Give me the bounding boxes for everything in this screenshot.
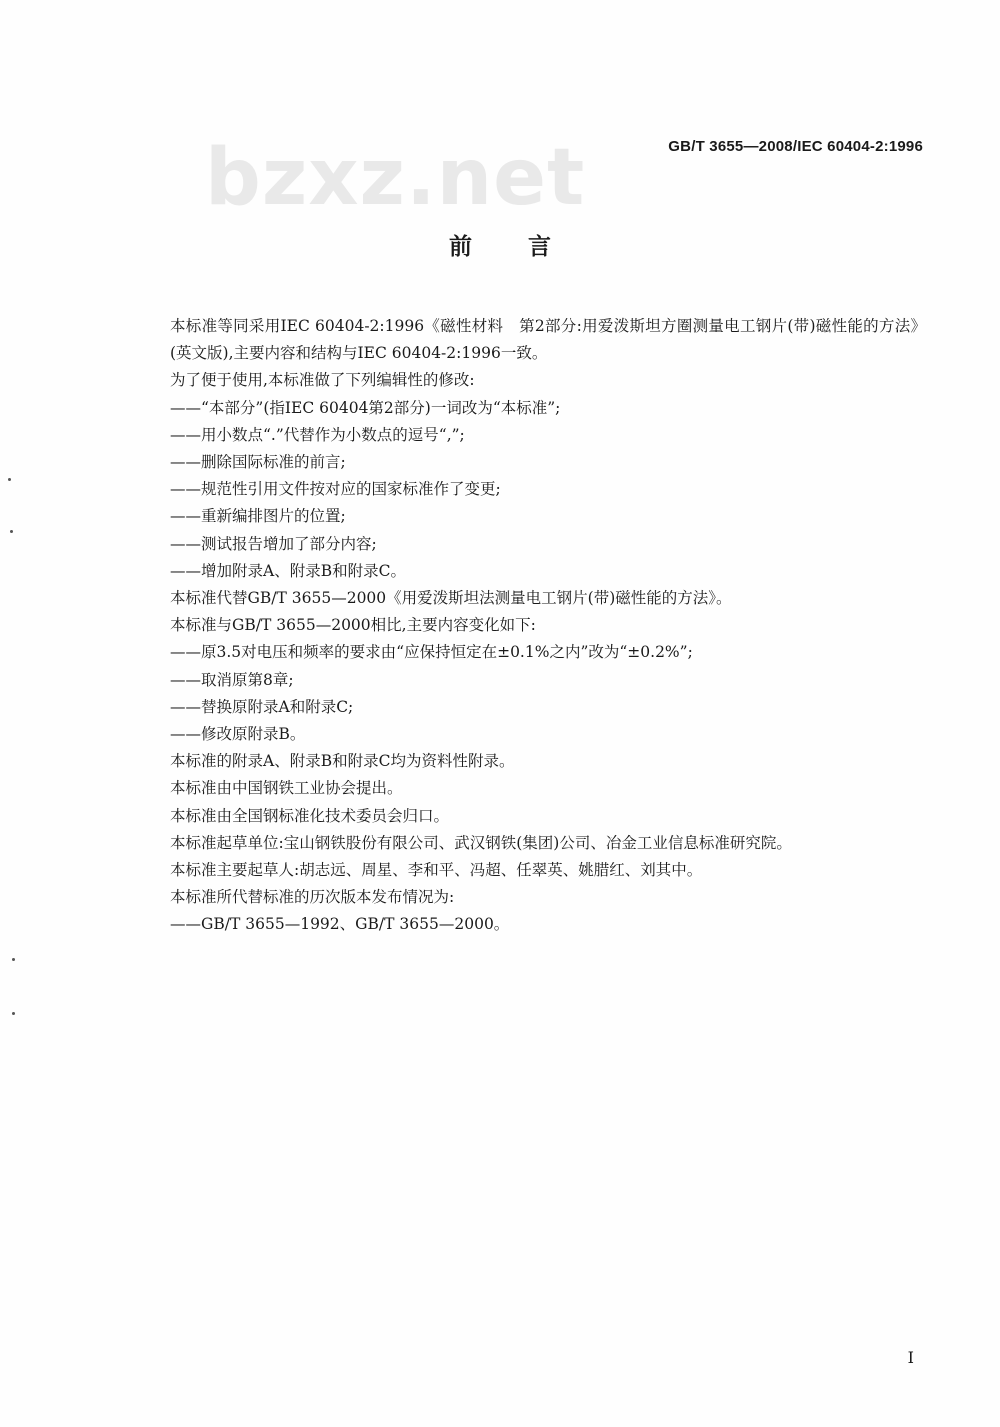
scan-artifact-dot <box>10 530 13 533</box>
list-item: ——修改原附录B。 <box>170 725 306 744</box>
paragraph: 本标准由全国钢标准化技术委员会归口。 <box>170 806 450 825</box>
list-item: ——原3.5对电压和频率的要求由“应保持恒定在±0.1%之内”改为“±0.2%”; <box>170 643 693 662</box>
paragraph: 本标准与GB/T 3655—2000相比,主要内容变化如下: <box>170 616 536 635</box>
paragraph: 本标准代替GB/T 3655—2000《用爱泼斯坦法测量电工钢片(带)磁性能的方法》。 <box>170 589 732 608</box>
paragraph: 本标准起草单位:宝山钢铁股份有限公司、武汉钢铁(集团)公司、冶金工业信息标准研究院。 <box>170 833 792 852</box>
scan-artifact-dot <box>12 958 15 961</box>
list-item: ——取消原第8章; <box>170 670 294 689</box>
list-item: ——增加附录A、附录B和附录C。 <box>170 561 406 580</box>
standard-code: GB/T 3655—2008/IEC 60404-2:1996 <box>668 138 923 155</box>
paragraph: 为了便于使用,本标准做了下列编辑性的修改: <box>170 371 475 390</box>
paragraph: 本标准所代替标准的历次版本发布情况为: <box>170 888 455 907</box>
scan-artifact-dot <box>12 1012 15 1015</box>
scan-artifact-dot <box>8 478 11 481</box>
list-item: ——删除国际标准的前言; <box>170 453 346 472</box>
list-item: ——用小数点“.”代替作为小数点的逗号“,”; <box>170 425 465 444</box>
list-item: ——GB/T 3655—1992、GB/T 3655—2000。 <box>170 915 510 934</box>
list-item: ——替换原附录A和附录C; <box>170 697 354 716</box>
list-item: ——测试报告增加了部分内容; <box>170 534 377 553</box>
paragraph: 本标准等同采用IEC 60404-2:1996《磁性材料 第2部分:用爱泼斯坦方圈测量电工钢片(带)磁性能的方法》(英文版),主要内容和结构与IEC 60404-2:1996一致。 <box>170 317 926 363</box>
list-item: ——重新编排图片的位置; <box>170 507 346 526</box>
page-title: 前言 <box>449 234 607 260</box>
watermark: bzxz.net <box>205 133 586 223</box>
list-item: ——“本部分”(指IEC 60404第2部分)一词改为“本标准”; <box>170 398 561 417</box>
page-number: I <box>907 1348 914 1367</box>
paragraph: 本标准的附录A、附录B和附录C均为资料性附录。 <box>170 752 515 771</box>
paragraph: 本标准由中国钢铁工业协会提出。 <box>170 779 403 798</box>
foreword-body <box>126 313 926 939</box>
paragraph: 本标准主要起草人:胡志远、周星、李和平、冯超、任翠英、姚腊红、刘其中。 <box>170 861 703 880</box>
list-item: ——规范性引用文件按对应的国家标准作了变更; <box>170 480 501 499</box>
